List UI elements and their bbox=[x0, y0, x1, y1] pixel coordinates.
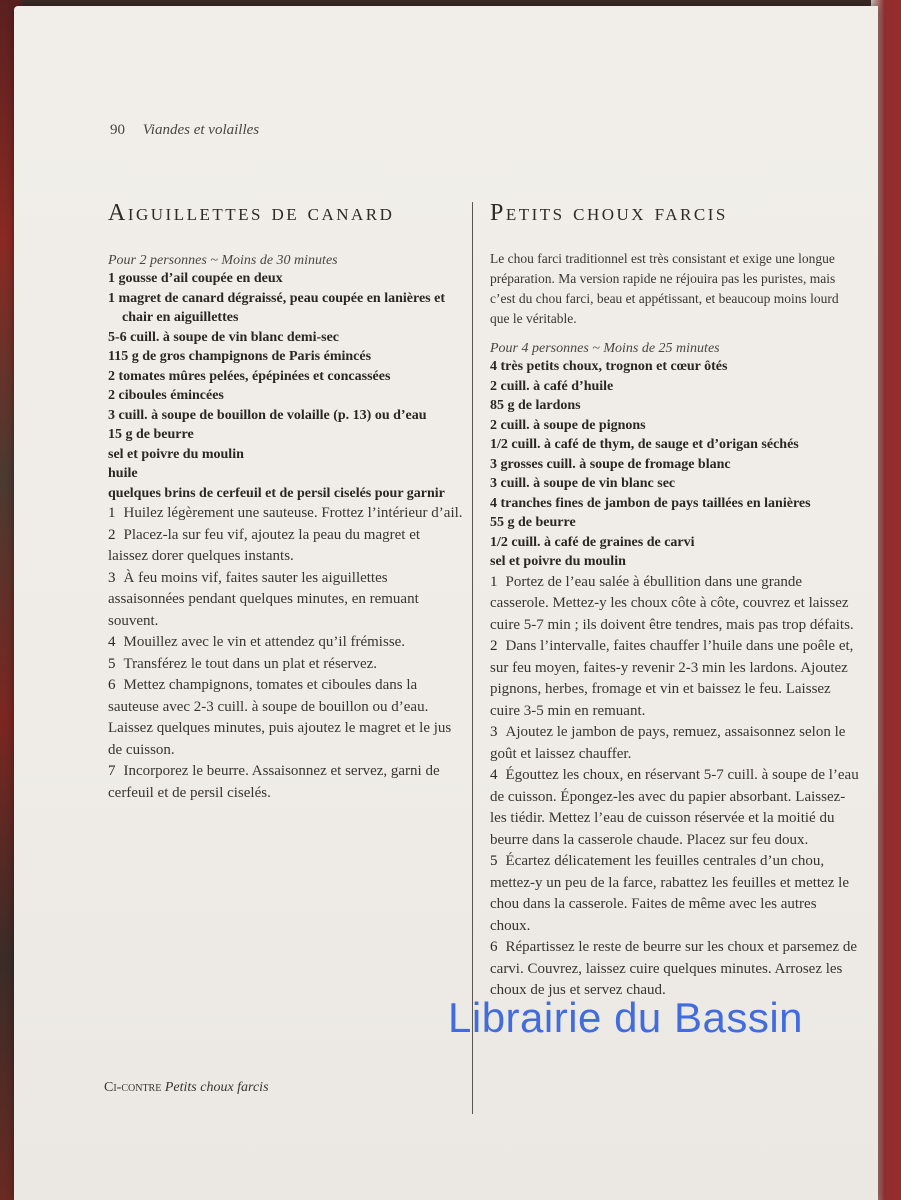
step-text: À feu moins vif, faites sauter les aiguillettes assaisonnées pendant quelques minutes, en remuant souvent. bbox=[108, 569, 419, 629]
step-number: 2 bbox=[490, 638, 498, 654]
step bbox=[108, 568, 463, 633]
step bbox=[108, 632, 463, 654]
step-text: Ajoutez le jambon de pays, remuez, assaisonnez selon le goût et laissez chauffer. bbox=[490, 724, 846, 762]
caption-label: Ci-contre bbox=[104, 1080, 162, 1095]
step-text: Répartissez le reste de beurre sur les choux et parsemez de carvi. Couvrez, laissez cuire quelques minutes. Arrosez les choux de jus et servez chaud. bbox=[490, 939, 858, 998]
step-text: Mouillez avec le vin et attendez qu’il frémisse. bbox=[123, 634, 406, 650]
ingredient: 1 gousse d’ail coupée en deux bbox=[108, 271, 283, 286]
step bbox=[490, 722, 860, 765]
step-text: Placez-la sur feu vif, ajoutez la peau du magret et laissez dorer quelques instants. bbox=[108, 526, 421, 564]
recipe-servings: Pour 2 personnes ~ Moins de 30 minutes bbox=[108, 253, 338, 268]
step-text: Transférez le tout dans un plat et réservez. bbox=[123, 655, 378, 672]
ingredient: 3 grosses cuill. à soupe de fromage blanc bbox=[490, 456, 731, 472]
page-header bbox=[110, 122, 259, 139]
step-number: 3 bbox=[490, 724, 498, 740]
step bbox=[108, 503, 463, 525]
step bbox=[490, 937, 860, 1002]
ingredient: 2 cuill. à soupe de pignons bbox=[490, 417, 646, 433]
step-number: 5 bbox=[108, 655, 116, 672]
watermark: Librairie du Bassin bbox=[448, 994, 804, 1041]
step bbox=[490, 572, 860, 637]
step bbox=[108, 654, 463, 676]
caption-text: Petits choux farcis bbox=[164, 1080, 269, 1095]
ingredient: quelques brins de cerfeuil et de persil ciselés pour garnir bbox=[108, 485, 445, 501]
recipe-right bbox=[490, 200, 860, 1002]
step-number: 7 bbox=[108, 763, 116, 779]
ingredient: 85 g de lardons bbox=[490, 398, 581, 413]
ingredient: sel et poivre du moulin bbox=[490, 554, 626, 569]
ingredient: 55 g de beurre bbox=[490, 515, 576, 530]
step-text: Mettez champignons, tomates et ciboules dans la sauteuse avec 2-3 cuill. à soupe de bouillon ou d’eau. Laissez quelques minutes, puis ajoutez le magret et le jus de cuisson. bbox=[108, 677, 452, 758]
ingredient: 1/2 cuill. à café de thym, de sauge et d’origan séchés bbox=[490, 437, 799, 452]
step-text: Écartez délicatement les feuilles centrales d’un chou, mettez-y un peu de la farce, rabattez les feuilles et mettez le chou dans la casserole. Faites de même avec les autres choux. bbox=[490, 853, 849, 934]
step-number: 3 bbox=[108, 569, 116, 586]
step-text: Huilez légèrement une sauteuse. Frottez l’intérieur d’ail. bbox=[123, 505, 463, 521]
ingredient: 2 ciboules émincées bbox=[108, 388, 224, 403]
recipe-title: Aiguillettes de canard bbox=[108, 200, 395, 226]
ingredient: 5-6 cuill. à soupe de vin blanc demi-sec bbox=[108, 329, 340, 345]
photo-caption bbox=[104, 1080, 269, 1096]
recipe-intro: Le chou farci traditionnel est très consistant et exige une longue préparation. Ma version rapide ne réjouira pas les puristes, mais c’est du chou farci, beau et appétissant, et beaucoup moins lourd que le véritable. bbox=[490, 251, 839, 326]
step-number: 4 bbox=[108, 634, 116, 650]
step bbox=[490, 636, 860, 722]
recipe-left bbox=[108, 200, 463, 804]
page-number: 90 bbox=[110, 122, 125, 138]
step-text: Égouttez les choux, en réservant 5-7 cuill. à soupe de l’eau de cuisson. Épongez-les avec du papier absorbant. Laissez-les tiédir. Mettez l’eau de cuisson réservée et la moitié du beurre dans la casserole chaude. Placez sur feu doux. bbox=[490, 767, 859, 848]
ingredient: sel et poivre du moulin bbox=[108, 446, 244, 462]
step-text: Portez de l’eau salée à ébullition dans une grande casserole. Mettez-y les choux côte à côte, couvrez et laissez cuire 5-7 min ; ils doivent être tendres, mais pas trop défaits. bbox=[490, 573, 854, 633]
step-number: 1 bbox=[490, 573, 498, 590]
step-number: 5 bbox=[490, 853, 498, 869]
ingredient: 15 g de beurre bbox=[108, 427, 194, 442]
step-text: Dans l’intervalle, faites chauffer l’huile dans une poêle et, sur feu moyen, faites-y revenir 2-3 min les lardons. Ajoutez pignons, herbes, fromage et vin et baissez le feu. Laissez cuire 3-5 min en remuant. bbox=[490, 638, 854, 719]
ingredient: 3 cuill. à soupe de bouillon de volaille (p. 13) ou d’eau bbox=[108, 407, 427, 423]
step-text: Incorporez le beurre. Assaisonnez et servez, garni de cerfeuil et de persil ciselés. bbox=[108, 763, 440, 801]
step-list bbox=[490, 572, 860, 1002]
recipe-servings: Pour 4 personnes ~ Moins de 25 minutes bbox=[490, 341, 720, 356]
step bbox=[108, 675, 463, 761]
ingredient: 1 magret de canard dégraissé, peau coupée en lanières et chair en aiguillettes bbox=[108, 290, 445, 325]
step-number: 1 bbox=[108, 505, 116, 521]
step-list bbox=[108, 503, 463, 804]
ingredient-list bbox=[108, 269, 463, 503]
ingredient: 115 g de gros champignons de Paris émincés bbox=[108, 349, 372, 364]
step-number: 6 bbox=[108, 677, 116, 693]
step-number: 6 bbox=[490, 939, 498, 955]
ingredient-list bbox=[490, 357, 860, 572]
ingredient: 4 très petits choux, trognon et cœur ôtés bbox=[490, 359, 728, 374]
step-number: 4 bbox=[490, 767, 498, 783]
step bbox=[490, 765, 860, 851]
ingredient: 2 tomates mûres pelées, épépinées et concassées bbox=[108, 368, 391, 384]
ingredient: 4 tranches fines de jambon de pays taillées en lanières bbox=[490, 495, 811, 511]
step-number: 2 bbox=[108, 526, 116, 543]
section-title: Viandes et volailles bbox=[142, 122, 260, 138]
ingredient: 3 cuill. à soupe de vin blanc sec bbox=[490, 476, 676, 491]
step bbox=[108, 525, 463, 568]
ingredient: huile bbox=[108, 466, 138, 481]
ingredient: 1/2 cuill. à café de graines de carvi bbox=[490, 534, 695, 550]
step bbox=[108, 761, 463, 804]
ingredient: 2 cuill. à café d’huile bbox=[490, 378, 614, 394]
recipe-title: Petits choux farcis bbox=[490, 200, 728, 226]
column-divider bbox=[472, 202, 473, 1114]
step bbox=[490, 851, 860, 937]
